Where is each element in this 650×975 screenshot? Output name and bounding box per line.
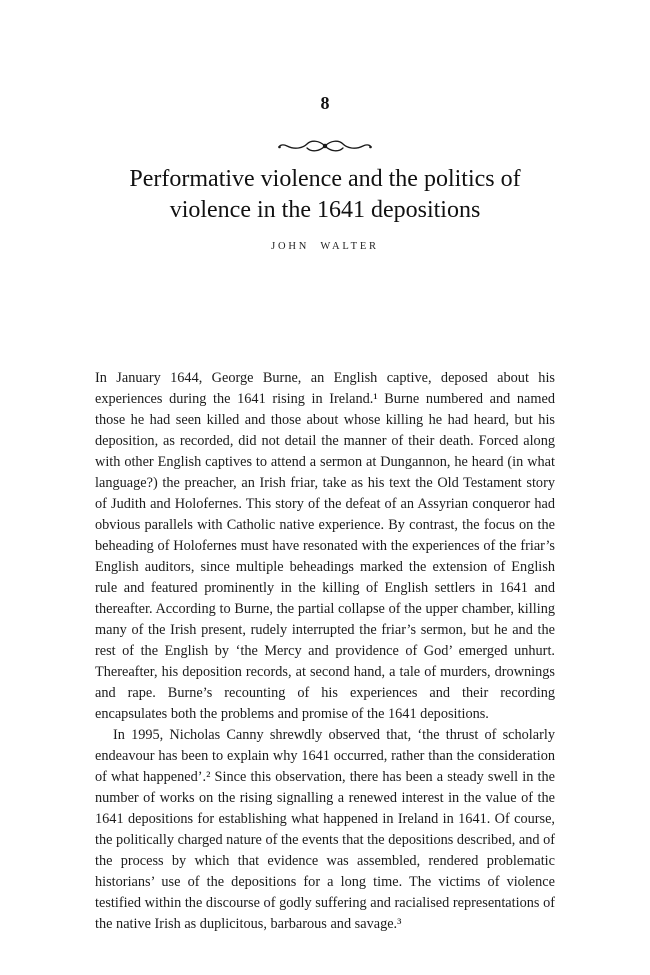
body-text <box>95 368 555 935</box>
chapter-title-line2: violence in the 1641 depositions <box>169 197 481 223</box>
paragraph-1: In January 1644, George Burne, an English captive, deposed about his experiences during the 1641 rising in Ireland.¹ Burne numbered and named those he had seen killed and those about whose killing he had heard, but his deposition, as recorded, did not detail the manner of their death. Forced along with other English captives to attend a sermon at Dungannon, he heard (in what language?) the preacher, an Irish friar, take as his text the Old Testament story of Judith and Holofernes. This story of the defeat of an Assyrian conqueror had obvious parallels with Catholic native experience. By contrast, the focus on the beheading of Holofernes must have resonated with the experiences of the friar’s English auditors, since multiple beheadings marked the extension of English rule and featured prominently in the killing of English settlers in 1641 and thereafter. According to Burne, the partial collapse of the upper chamber, killing many of the Irish present, rudely interrupted the friar’s sermon, but he and the rest of the English by ‘the Mercy and providence of God’ emerged unhurt. Thereafter, his deposition records, at second hand, a tale of murders, drownings and rape. Burne’s recounting of his experiences and their recording encapsulates both the problems and promise of the 1641 depositions. <box>95 370 555 722</box>
chapter-ornament <box>0 139 650 153</box>
chapter-title-line1: Performative violence and the politics of <box>129 166 521 192</box>
chapter-number: 8 <box>320 93 330 113</box>
printer-fleuron-icon <box>277 139 373 153</box>
paragraph-2: In 1995, Nicholas Canny shrewdly observed that, ‘the thrust of scholarly endeavour has been to explain why 1641 occurred, rather than the consideration of what happened’.² Since this observation, there has been a steady swell in the number of works on the rising signalling a renewed interest in the value of the 1641 depositions for establishing what happened in Ireland in 1641. Of course, the politically charged nature of the events that the depositions described, and of the process by which that evidence was assembled, rendered problematic historians’ use of the depositions for a long time. The victims of violence testified within the discourse of godly suffering and racialised representations of the native Irish as duplicitous, barbarous and savage.³ <box>95 727 555 932</box>
chapter-author: JOHN WALTER <box>271 241 379 252</box>
chapter-title <box>0 164 650 226</box>
